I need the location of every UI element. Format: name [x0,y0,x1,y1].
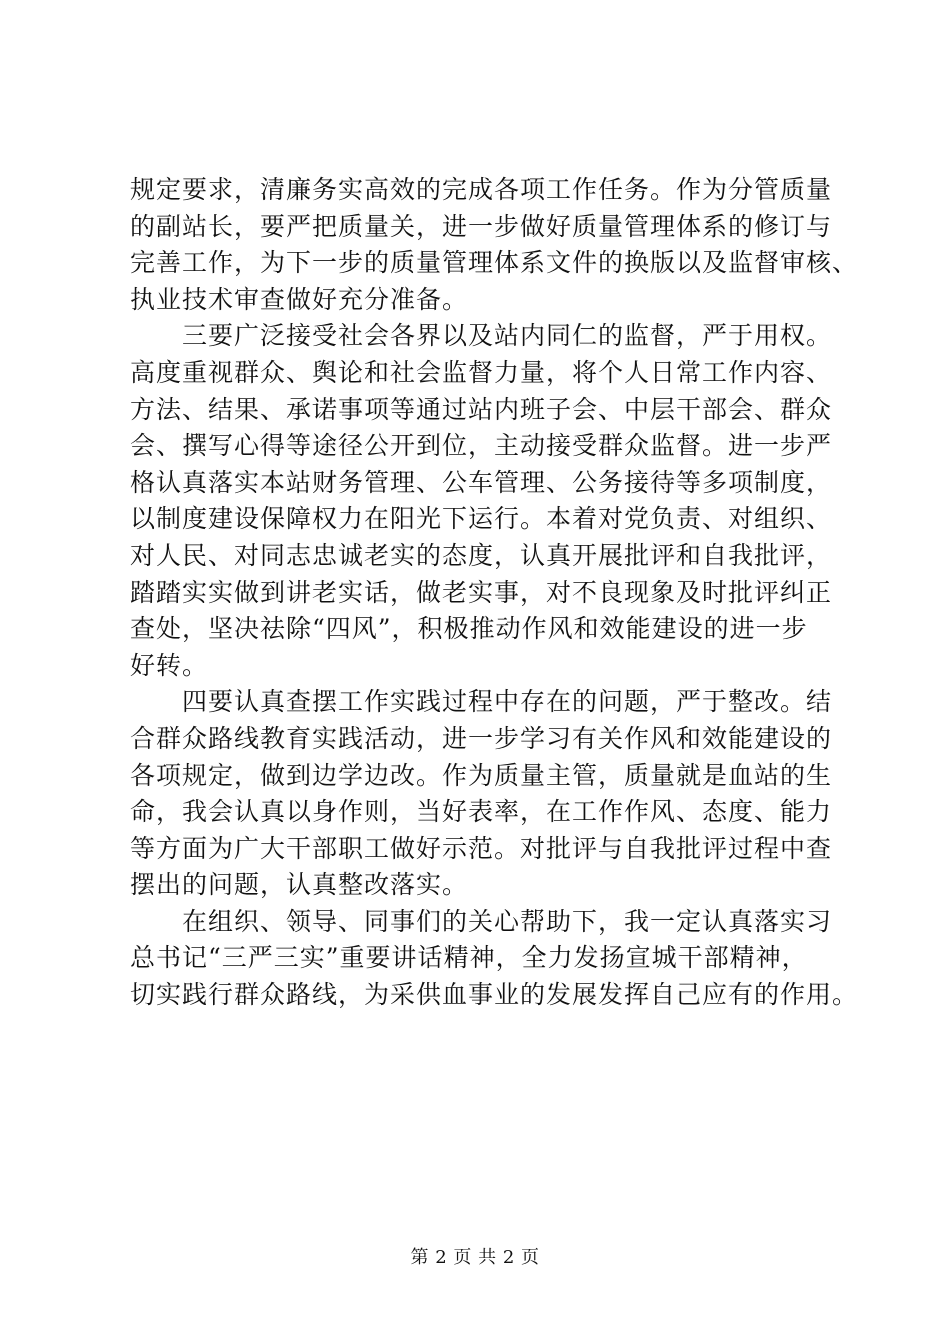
text-line: 查处，坚决祛除“四风”，积极推动作风和效能建设的进一步 [130,614,808,644]
text-line: 合群众路线教育实践活动，进一步学习有关作风和效能建设的 [130,723,833,753]
text-line: 等方面为广大干部职工做好示范。对批评与自我批评过程中查 [130,833,833,863]
text-line: 方法、结果、承诺事项等通过站内班子会、中层干部会、群众 [130,394,833,424]
text-line: 完善工作，为下一步的质量管理体系文件的换版以及监督审核、 [130,248,859,278]
text-line: 在组织、领导、同事们的关心帮助下，我一定认真落实习 [130,906,833,936]
text-line: 总书记“三严三实”重要讲话精神，全力发扬宣城干部精神， [130,943,808,973]
text-line: 三要广泛接受社会各界以及站内同仁的监督，严于用权。 [130,321,833,351]
text-line: 高度重视群众、舆论和社会监督力量，将个人日常工作内容、 [130,357,833,387]
text-line: 以制度建设保障权力在阳光下运行。本着对党负责、对组织、 [130,504,833,534]
text-line: 切实践行群众路线，为采供血事业的发展发挥自己应有的作用。 [130,980,859,1010]
text-line: 四要认真查摆工作实践过程中存在的问题，严于整改。结 [130,687,833,717]
text-line: 对人民、对同志忠诚老实的态度，认真开展批评和自我批评， [130,540,833,570]
text-line: 格认真落实本站财务管理、公车管理、公务接待等多项制度， [130,467,833,497]
text-line: 好转。 [130,650,209,680]
text-line: 踏踏实实做到讲老实话，做老实事，对不良现象及时批评纠正 [130,577,833,607]
text-line: 会、撰写心得等途径公开到位，主动接受群众监督。进一步严 [130,431,833,461]
text-line: 执业技术审查做好充分准备。 [130,284,469,314]
text-line: 的副站长，要严把质量关，进一步做好质量管理体系的修订与 [130,211,833,241]
text-line: 命，我会认真以身作则，当好表率，在工作作风、态度、能力 [130,797,833,827]
text-line: 各项规定，做到边学边改。作为质量主管，质量就是血站的生 [130,760,833,790]
text-line: 摆出的问题，认真整改落实。 [130,870,469,900]
text-line: 规定要求，清廉务实高效的完成各项工作任务。作为分管质量 [130,175,833,204]
body-text [130,172,859,1014]
page-number-footer: 第 2 页 共 2 页 [410,1247,540,1268]
